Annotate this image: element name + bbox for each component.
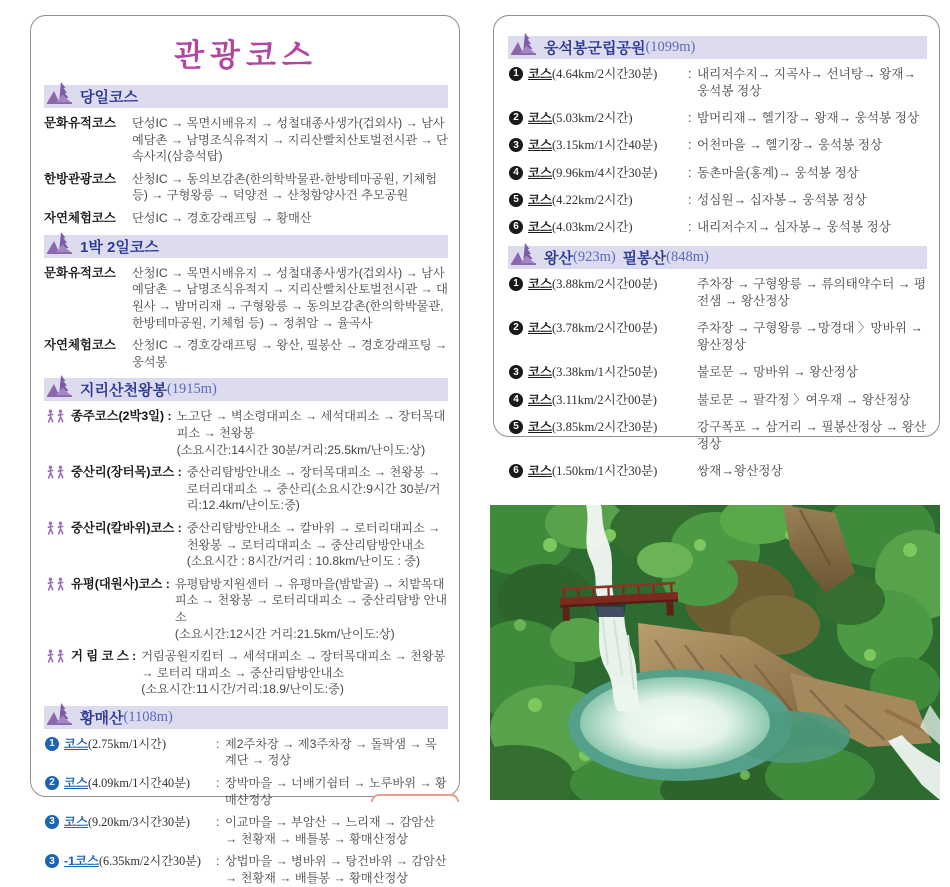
course-word: 코스: [64, 776, 88, 790]
course-detail: (소요시간:14시간 30분/거리:25.5km/난이도:상): [177, 442, 448, 459]
course-number-badge: 3: [509, 365, 523, 379]
mountain-tree-icon: [511, 242, 537, 266]
section-title: 왕산: [544, 247, 573, 268]
course-label: 중산리(장터목)코스 :: [71, 464, 182, 481]
section-header: [44, 85, 448, 108]
course-route: 어천마을 → 헬기장→ 웅석봉 정상: [697, 137, 927, 154]
course-left: [528, 320, 688, 337]
course-label: 유평(대원사)코스 :: [71, 576, 170, 593]
course-left: [528, 165, 688, 182]
course-left: [528, 66, 688, 83]
course-row: [44, 171, 448, 204]
course-route: 제2주차장 → 제3주차장 → 돌팍샘 → 목계단 → 정상: [225, 736, 448, 769]
course-route: 쌍재→왕산정상: [697, 463, 927, 480]
course-route: 동촌마을(홍계)→ 웅석봉 정상: [697, 165, 927, 182]
course-route: 거림공원지킴터 → 세석대피소 → 장터목대피소 → 천왕봉 → 로터리 대피소 → 중산리탐방안내소 (소요시간:11시간/거리:18.9/난이도:중): [141, 648, 448, 698]
course-distance-time: (2.75km/1시간): [88, 737, 166, 751]
course-route: 이교마을 → 부암산 → 느리재 → 감암산 → 천황재 → 배틀봉 → 황매산정상: [225, 814, 448, 847]
section-altitude: (1108m): [123, 709, 172, 726]
course-route: 단성IC → 목면시배유지 → 성철대종사생가(겁외사) → 남사예담촌 → 남명조식유적지 → 지리산빨치산토벌전시관 → 단속사지(삼층석탑): [132, 115, 448, 165]
course-word: 코스: [528, 464, 552, 478]
course-distance-time: (5.03km/2시간): [552, 111, 633, 125]
course-colon: :: [216, 775, 225, 792]
course-row: [44, 408, 448, 458]
section-title: 당일코스: [80, 86, 138, 107]
section-title: 황매산: [80, 707, 123, 728]
course-number-badge: 3: [509, 138, 523, 152]
course-row: [44, 736, 448, 769]
course-row: [44, 576, 448, 642]
course-colon: :: [216, 814, 225, 831]
section-ungseokbong: [508, 36, 927, 236]
course-row: [508, 165, 927, 182]
course-list: [44, 115, 448, 227]
course-distance-time: (3.78km/2시간00분): [552, 321, 657, 335]
course-route: 산청IC → 경호강래프팅 → 왕산, 필봉산 → 경호강래프팅 → 웅석봉: [132, 337, 448, 370]
course-number-badge: 2: [45, 776, 59, 790]
course-detail: (소요시간 : 8시간/거리 : 10.8km/난이도 : 중): [187, 553, 448, 570]
course-left: [528, 276, 688, 293]
course-colon: :: [216, 853, 225, 870]
course-detail: (소요시간:12시간 거리:21.5km/난이도:상): [175, 626, 448, 643]
course-label: 거 림 코 스 :: [71, 648, 136, 665]
course-row: [44, 115, 448, 165]
course-route: 유평탐방지원센터 → 유평마을(밤밭골) → 치밭목대피소 → 천왕봉 → 로터리대피소 → 중산리탐방 안내소 (소요시간:12시간 거리:21.5km/난이도:상): [175, 576, 448, 642]
course-word: 코스: [528, 277, 552, 291]
course-route: 산청IC → 목면시배유지 → 성철대종사생가(겁외사) → 남사예담촌 → 남명조식유적지 → 지리산빨치산토벌전시관 → 대원사 → 밤머리재 → 구형왕릉 → 동의보감촌(한의학박물관, 한방테마공원, 기체험 등) → 정취암 → 율곡사: [132, 265, 448, 331]
course-colon: :: [688, 165, 697, 182]
left-panel: [30, 15, 460, 797]
section-header: [44, 706, 448, 729]
course-route: 장박마을 → 너배기쉼터 → 노루바위 → 황매산정상: [225, 775, 448, 808]
course-distance-time: (4.03km/2시간): [552, 220, 633, 234]
course-distance-time: (3.38km/1시간50분): [552, 365, 657, 379]
course-list: [44, 736, 448, 887]
section-altitude: (923m): [573, 249, 616, 266]
course-word: 코스: [528, 138, 552, 152]
section-overnight-course: [44, 235, 448, 371]
course-row: [44, 265, 448, 331]
course-left: [528, 419, 688, 436]
section-header: [44, 235, 448, 258]
course-route: 내리저수지→ 심자봉→ 웅석봉 정상: [697, 219, 927, 236]
section-header: [508, 246, 927, 269]
course-label: 자연체험코스: [44, 210, 132, 227]
course-route: 밤머리재→ 헬기장→ 왕재→ 웅석봉 정상: [697, 110, 927, 127]
course-row: [508, 463, 927, 480]
course-route: 중산리탐방안내소 → 칼바위 → 로터리대피소 → 천왕봉 → 로터리대피소 → 중산리탐방안내소 (소요시간 : 8시간/거리 : 10.8km/난이도 : 중): [187, 520, 448, 570]
course-number-badge: 6: [509, 220, 523, 234]
course-row: [508, 364, 927, 381]
course-route: 불로문 → 팔각정 〉여우재 → 왕산정상: [697, 392, 927, 409]
course-number-badge: 5: [509, 193, 523, 207]
course-colon: :: [216, 736, 225, 753]
course-row: [508, 66, 927, 100]
course-detail: (소요시간:11시간/거리:18.9/난이도:중): [141, 681, 448, 698]
course-distance-time: (4.22km/2시간): [552, 193, 633, 207]
mountain-tree-icon: [47, 702, 73, 726]
course-number-badge: 2: [509, 321, 523, 335]
course-row: [44, 520, 448, 570]
course-distance-time: (3.15km/1시간40분): [552, 138, 657, 152]
course-row: [508, 320, 927, 354]
course-word: 코스: [528, 420, 552, 434]
course-number-badge: 1: [45, 737, 59, 751]
course-route: 내리저수지→ 지곡사→ 선녀탕→ 왕재→ 웅석봉 정상: [697, 66, 927, 100]
course-number-badge: 2: [509, 111, 523, 125]
course-row: [508, 192, 927, 209]
course-distance-time: (9.20km/3시간30분): [88, 815, 190, 829]
section-title-secondary: 필봉산: [623, 247, 666, 268]
course-route: 주차장 → 구형왕릉 →망경대 〉망바위 →왕산정상: [697, 320, 927, 354]
mountain-tree-icon: [47, 374, 73, 398]
course-row: [44, 648, 448, 698]
section-title: 지리산천왕봉: [80, 379, 167, 400]
course-left: [64, 736, 216, 753]
course-left: [64, 814, 216, 831]
hikers-icon: [46, 521, 67, 535]
mountain-tree-icon: [47, 81, 73, 105]
course-route: 성심원→ 십자봉→ 웅석봉 정상: [697, 192, 927, 209]
course-word: 코스: [528, 321, 552, 335]
course-row: [44, 775, 448, 808]
mountain-tree-icon: [511, 32, 537, 56]
course-word: 코스: [528, 365, 552, 379]
course-number-badge: 4: [509, 166, 523, 180]
course-left: [528, 192, 688, 209]
course-word: 코스: [528, 193, 552, 207]
course-row: [508, 137, 927, 154]
course-list: [508, 66, 927, 236]
section-wangsan-pilbongsan: [508, 246, 927, 480]
course-word: 코스: [528, 111, 552, 125]
course-word: 코스: [528, 67, 552, 81]
course-route: 주차장 → 구형왕릉 → 류의태약수터 → 평전샘 → 왕산정상: [697, 276, 927, 310]
course-number-badge: 3: [45, 854, 59, 868]
right-panel: [493, 15, 940, 437]
course-distance-time: (1.50km/1시간30분): [552, 464, 657, 478]
course-row: [44, 814, 448, 847]
course-word: 코스: [64, 737, 88, 751]
course-distance-time: (3.85km/2시간30분): [552, 420, 657, 434]
course-row: [508, 110, 927, 127]
course-left: [64, 775, 216, 792]
course-left: [528, 219, 688, 236]
course-colon: :: [688, 110, 697, 127]
course-label: 중산리(칼바위)코스 :: [71, 520, 182, 537]
course-number-suffix: -1: [64, 854, 75, 868]
page-title: 관광코스: [44, 30, 448, 75]
course-route: 강구폭포 → 삼거리 → 필봉산정상 → 왕산정상: [697, 419, 927, 453]
course-label: 자연체험코스: [44, 337, 132, 354]
waterfall-photo-illustration: [490, 505, 940, 800]
section-header: [44, 378, 448, 401]
section-jirisan-cheonwangbong: [44, 378, 448, 698]
course-word: 코스: [75, 854, 99, 868]
course-number-badge: 6: [509, 464, 523, 478]
course-colon: :: [688, 219, 697, 236]
course-list: [508, 276, 927, 480]
course-number-badge: 3: [45, 815, 59, 829]
course-label: 문화유적코스: [44, 115, 132, 132]
course-row: [44, 853, 448, 886]
cutoff-box-edge: [371, 794, 459, 802]
course-distance-time: (4.09km/1시간40분): [88, 776, 190, 790]
course-number-badge: 4: [509, 393, 523, 407]
course-left: [528, 137, 688, 154]
hikers-icon: [46, 649, 67, 663]
course-row: [508, 419, 927, 453]
course-route: 불로문 → 망바위 → 왕산정상: [697, 364, 927, 381]
course-distance-time: (9.96km/4시간30분): [552, 166, 657, 180]
mountain-tree-icon: [47, 231, 73, 255]
course-row: [508, 392, 927, 409]
section-header: [508, 36, 927, 59]
course-distance-time: (3.88km/2시간00분): [552, 277, 657, 291]
course-row: [44, 337, 448, 370]
course-label: 문화유적코스: [44, 265, 132, 282]
course-colon: :: [688, 66, 697, 83]
course-colon: :: [688, 137, 697, 154]
course-label: 종주코스(2박3일) :: [71, 408, 172, 425]
course-distance-time: (3.11km/2시간00분): [552, 393, 657, 407]
course-distance-time: (6.35km/2시간30분): [99, 854, 201, 868]
course-left: [64, 853, 216, 870]
course-left: [528, 364, 688, 381]
hikers-icon: [46, 409, 67, 423]
course-word: 코스: [528, 393, 552, 407]
course-route: 단성IC → 경호강래프팅 → 황매산: [132, 210, 448, 227]
section-altitude-secondary: (848m): [666, 249, 709, 266]
section-title: 웅석봉군립공원: [544, 37, 645, 58]
course-row: [44, 464, 448, 514]
course-list: [44, 265, 448, 371]
course-route: 산청IC → 동의보감촌(한의학박물관-한방테마공원, 기체험 등) → 구형왕릉 → 덕양전 → 산청함양사건 추모공원: [132, 171, 448, 204]
course-route: 상법마을 → 병바위 → 탕건바위 → 감암산 → 천황재 → 배틀봉 → 황매산정상: [225, 853, 448, 886]
course-number-badge: 1: [509, 277, 523, 291]
hikers-icon: [46, 577, 67, 591]
waterfall-photo: [490, 505, 940, 800]
course-distance-time: (4.64km/2시간30분): [552, 67, 657, 81]
course-route: 중산리탐방안내소 → 장터목대피소 → 천왕봉 → 로터리대피소 → 중산리(소요시간:9시간 30분/거리:12.4km/난이도:중): [187, 464, 448, 514]
course-left: [528, 463, 688, 480]
section-altitude: (1915m): [167, 381, 217, 398]
course-left: [528, 110, 688, 127]
hikers-icon: [46, 465, 67, 479]
course-number-badge: 5: [509, 420, 523, 434]
section-title: 1박 2일코스: [80, 236, 159, 257]
course-list: [44, 408, 448, 698]
course-colon: :: [688, 192, 697, 209]
course-route: 노고단 → 벽소령대피소 → 세석대피소 → 장터목대피소 → 천왕봉 (소요시간:14시간 30분/거리:25.5km/난이도:상): [177, 408, 448, 458]
course-left: [528, 392, 688, 409]
course-word: 코스: [64, 815, 88, 829]
course-word: 코스: [528, 166, 552, 180]
course-label: 한방관광코스: [44, 171, 132, 188]
section-day-course: [44, 85, 448, 227]
course-row: [44, 210, 448, 227]
course-row: [508, 219, 927, 236]
course-word: 코스: [528, 220, 552, 234]
section-altitude: (1099m): [645, 39, 695, 56]
course-number-badge: 1: [509, 67, 523, 81]
course-row: [508, 276, 927, 310]
